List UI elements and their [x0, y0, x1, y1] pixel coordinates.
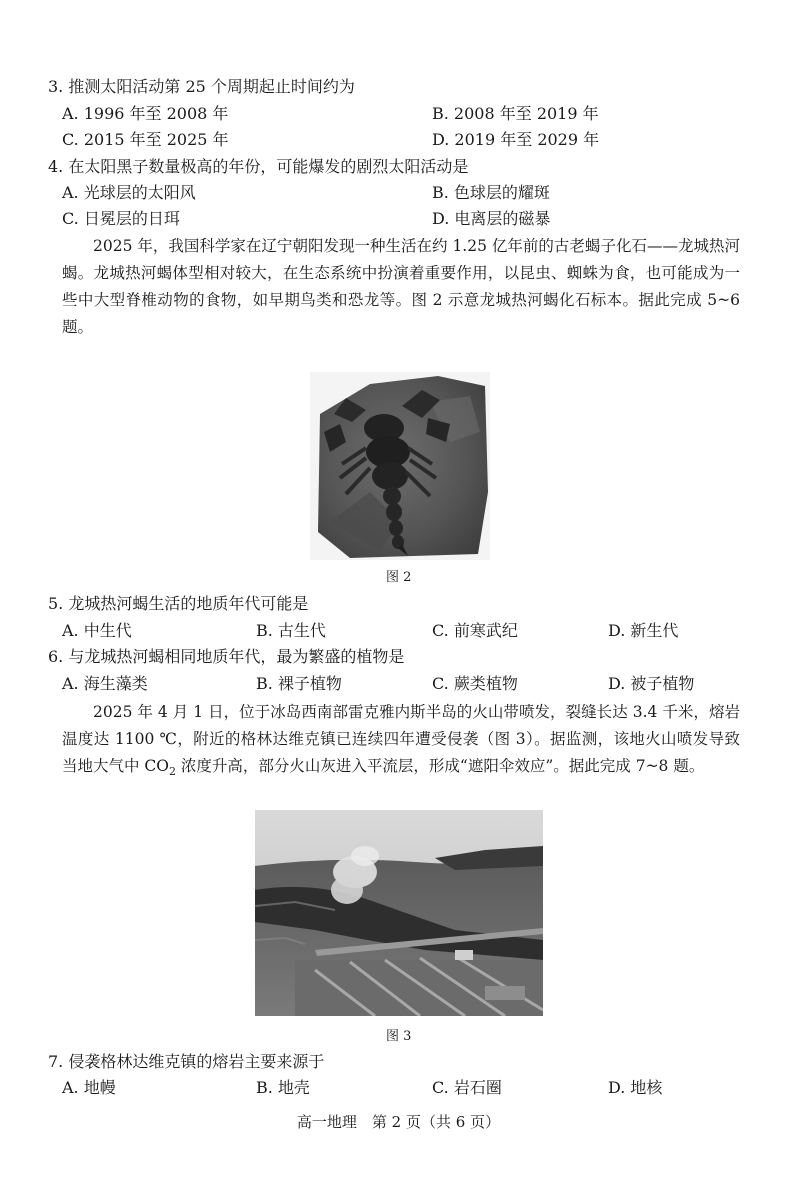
- q3-option-b: B. 2008 年至 2019 年: [432, 104, 599, 123]
- scorpion-fossil-image: [310, 372, 490, 560]
- q7-option-b: B. 地壳: [256, 1078, 310, 1097]
- q4-option-a: A. 光球层的太阳风: [62, 183, 196, 202]
- q6-option-c: C. 蕨类植物: [432, 674, 518, 693]
- q5-option-b: B. 古生代: [256, 621, 326, 640]
- q3-option-a: A. 1996 年至 2008 年: [62, 104, 229, 123]
- q5-stem: 5. 龙城热河蝎生活的地质年代可能是: [48, 594, 309, 613]
- q7-option-d: D. 地核: [608, 1078, 663, 1097]
- q3-option-c: C. 2015 年至 2025 年: [62, 130, 229, 149]
- q3-stem: 3. 推测太阳活动第 25 个周期起止时间约为: [48, 77, 355, 96]
- passage-volcano-part2: 浓度升高，部分火山灰进入平流层，形成“遮阳伞效应”。据此完成 7~8 题。: [176, 757, 705, 775]
- q4-option-c: C. 日冕层的日珥: [62, 209, 180, 228]
- figure-3-caption: 图 3: [386, 1029, 412, 1044]
- q6-option-b: B. 裸子植物: [256, 674, 342, 693]
- q5-option-d: D. 新生代: [608, 621, 679, 640]
- passage-volcano: [62, 699, 740, 785]
- q4-option-d: D. 电离层的磁暴: [432, 209, 551, 228]
- q5-option-c: C. 前寒武纪: [432, 621, 518, 640]
- co2-subscript: 2: [169, 765, 176, 779]
- q6-option-d: D. 被子植物: [608, 674, 695, 693]
- q4-option-b: B. 色球层的耀斑: [432, 183, 550, 202]
- q5-option-a: A. 中生代: [62, 621, 132, 640]
- q7-option-c: C. 岩石圈: [432, 1078, 502, 1097]
- q7-option-a: A. 地幔: [62, 1078, 116, 1097]
- page-footer: 高一地理 第 2 页（共 6 页）: [296, 1113, 501, 1131]
- volcano-eruption-image: [255, 810, 543, 1016]
- q7-stem: 7. 侵袭格林达维克镇的熔岩主要来源于: [48, 1052, 325, 1071]
- q6-option-a: A. 海生藻类: [62, 674, 148, 693]
- q4-stem: 4. 在太阳黑子数量极高的年份，可能爆发的剧烈太阳活动是: [48, 157, 469, 176]
- passage-fossil: 2025 年，我国科学家在辽宁朝阳发现一种生活在约 1.25 亿年前的古老蝎子化石——龙城热河蝎。龙城热河蝎体型相对较大，在生态系统中扮演着重要作用，以昆虫、蜘蛛为食，也可能成为一些中大型脊椎动物的食物，如早期鸟类和恐龙等。图 2 示意龙城热河蝎化石标本。据此完成 5~6 题。: [62, 237, 740, 336]
- q3-option-d: D. 2019 年至 2029 年: [432, 130, 600, 149]
- passage-volcano-part1: 2025 年 4 月 1 日，位于冰岛西南部雷克雅内斯半岛的火山带喷发，裂缝长达 3.4 千米，熔岩温度达 1100 ℃，附近的格林达维克镇已连续四年遭受侵袭（图 3）。据监测，该地火山喷发导致当地大气中 CO: [62, 703, 740, 775]
- q6-stem: 6. 与龙城热河蝎相同地质年代，最为繁盛的植物是: [48, 647, 405, 666]
- figure-2-caption: 图 2: [386, 570, 412, 585]
